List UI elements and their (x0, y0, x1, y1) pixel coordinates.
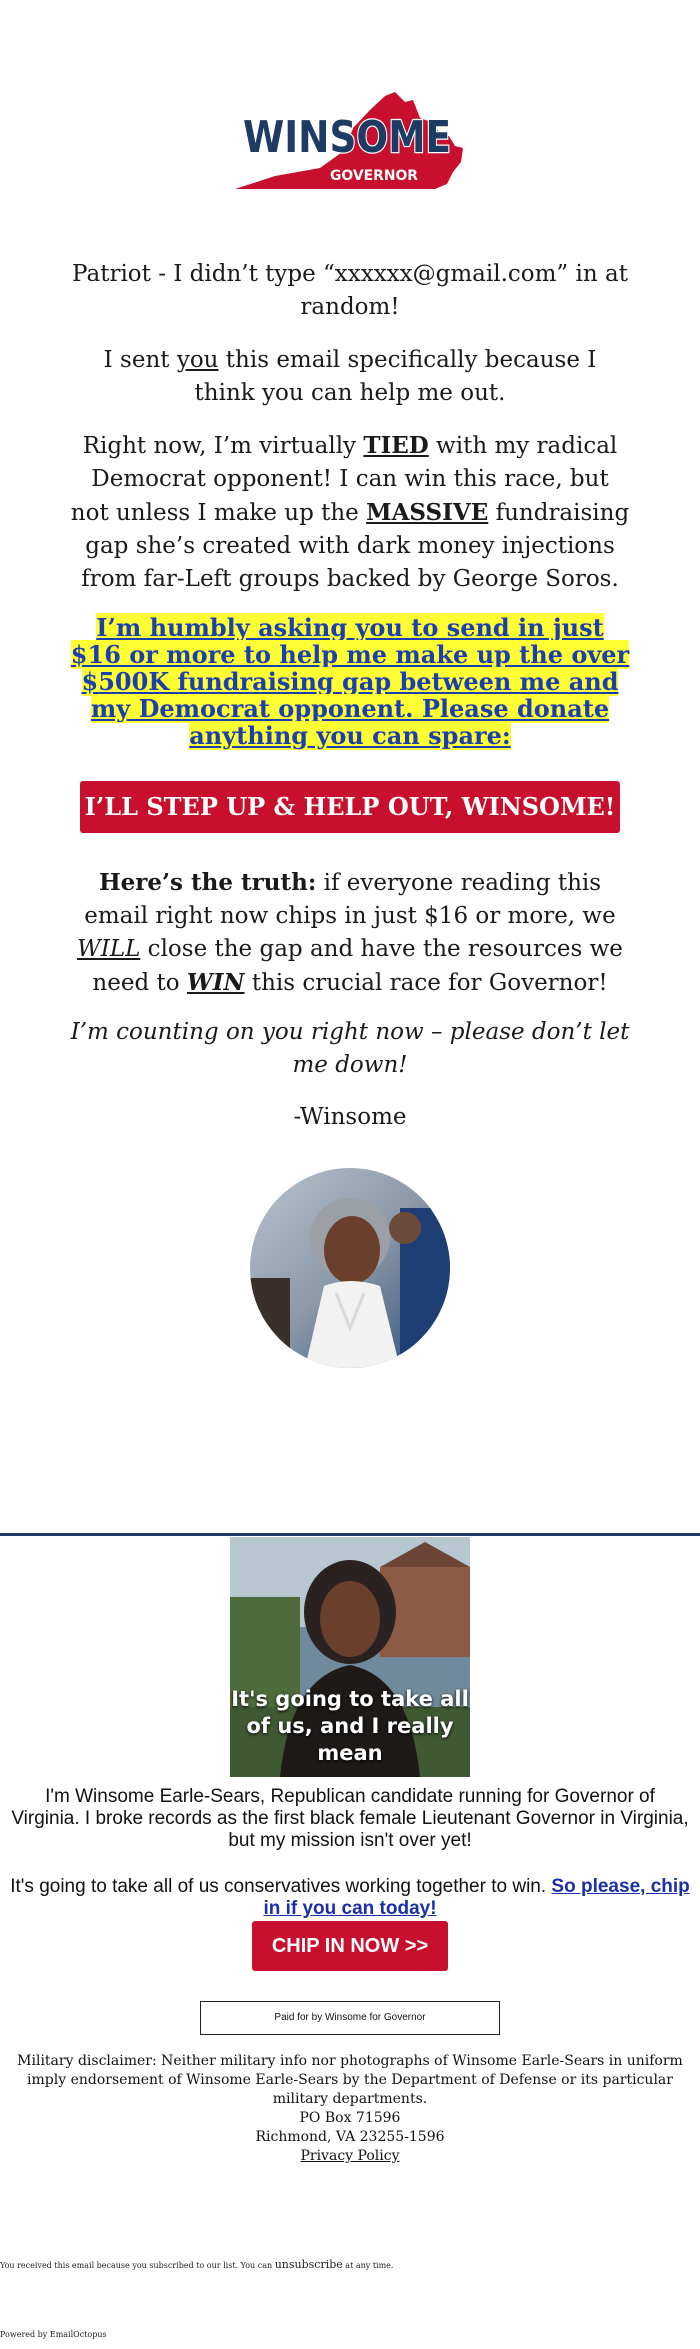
emphasis-massive: MASSIVE (366, 499, 489, 526)
chip-in-link[interactable]: So please, chip in if you can today! (263, 1876, 690, 1919)
bio-text: I'm Winsome Earle-Sears, Republican candidate running for Governor of Virginia. I broke records as the first black female Lieutenant Governor in Virginia, but my mission isn't over yet! (11, 1786, 689, 1851)
privacy-policy-link[interactable]: Privacy Policy (300, 2148, 400, 2164)
emphasis-will: WILL (77, 936, 141, 962)
emphasis-win: WIN (186, 969, 245, 996)
intro-line2: I sent you this email specifically because I think you can help me out. (103, 347, 597, 406)
subscription-notice: You received this email because you subscribed to our list. You can unsubscribe at any time. (0, 2258, 394, 2271)
military-disclaimer: Military disclaimer: Neither military info nor photographs of Winsome Earle-Sears in uniform imply endorsement of Winsome Earle-Sears by the Department of Defense or its particular military departments. (17, 2053, 683, 2107)
video-caption: It's going to take all of us, and I really mean (231, 1687, 469, 1765)
winsome-governor-logo[interactable] (235, 88, 465, 193)
emphasis-tied: TIED (363, 432, 429, 459)
svg-text:GOVERNOR: GOVERNOR (330, 168, 419, 184)
svg-text:WINSOME: WINSOME (243, 112, 451, 163)
unsubscribe-link[interactable]: unsubscribe (274, 2258, 343, 2271)
footer-disclaimer (10, 2052, 690, 2166)
address-line2: Richmond, VA 23255-1596 (255, 2129, 445, 2145)
paid-for-box: Paid for by Winsome for Governor (200, 2001, 500, 2035)
virginia-map-icon (235, 88, 465, 193)
chip-in-button[interactable]: CHIP IN NOW >> (252, 1921, 448, 1971)
together-text: It's going to take all of us conservatives working together to win. So please, chip in if you can today! (10, 1876, 690, 1919)
intro-line1: Patriot - I didn’t type “xxxxxx@gmail.com” in at random! (72, 261, 628, 320)
section-divider (0, 1533, 700, 1536)
intro-line3: Right now, I’m virtually TIED with my radical Democrat opponent! I can win this race, but not unless I make up the MASSIVE fundraising gap she’s created with dark money injections from far-Left groups backed by George Soros. (70, 432, 630, 592)
donate-highlight-link[interactable]: I’m humbly asking you to send in just $16 or more to help me make up the over $500K fundraising gap between me and my Democrat opponent. Please donate anything you can spare: (70, 613, 630, 750)
truth-label: Here’s the truth: (98, 869, 317, 896)
step-up-button[interactable]: I’LL STEP UP & HELP OUT, WINSOME! (80, 781, 620, 833)
signoff: -Winsome (293, 1104, 407, 1130)
truth-paragraph: Here’s the truth: if everyone reading this email right now chips in just $16 or more, we WILL close the gap and have the resources we need to WIN this crucial race for Governor! (77, 869, 623, 996)
address-line1: PO Box 71596 (299, 2110, 401, 2126)
counting-line: I’m counting on you right now – please don’t let me down! (70, 1019, 630, 1078)
powered-by-link[interactable]: Powered by EmailOctopus (0, 2330, 107, 2339)
video-thumbnail[interactable] (230, 1537, 470, 1777)
emphasis-you: you (176, 347, 219, 373)
winsome-photo (250, 1168, 450, 1368)
